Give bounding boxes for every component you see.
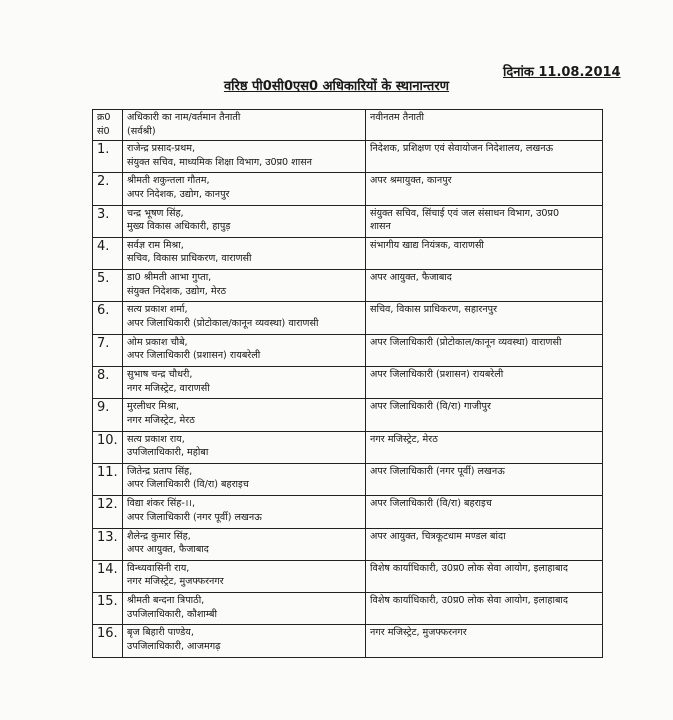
table-row — [93, 205, 603, 237]
new-posting-cell — [366, 237, 603, 269]
officer-cell — [123, 237, 366, 269]
new-posting-line1: अपर जिलाधिकारी (प्रोटोकाल/कानून व्यवस्था) वाराणसी — [370, 336, 562, 348]
new-posting-line1: निदेशक, प्रशिक्षण एवं सेवायोजन निदेशालय, लखनऊ — [370, 143, 554, 154]
new-posting-cell — [366, 399, 603, 431]
table-row — [93, 496, 603, 528]
table-row — [93, 431, 603, 463]
officer-cell — [123, 496, 366, 528]
serial-number-cell — [93, 270, 123, 302]
new-posting-cell — [366, 528, 603, 560]
serial-number-cell — [93, 173, 123, 205]
header-officer-name — [123, 110, 366, 141]
serial-number-cell — [93, 528, 123, 560]
new-posting-line1: अपर जिलाधिकारी (वि/रा) गाजीपुर — [370, 401, 491, 413]
new-posting-cell — [366, 173, 603, 205]
serial-number: 10. — [97, 432, 118, 448]
table-row — [93, 560, 603, 592]
header-serial-line1: क्र0 — [97, 112, 111, 123]
serial-number-cell — [93, 593, 123, 625]
table-row — [93, 625, 603, 657]
officer-cell — [123, 302, 366, 334]
new-posting-cell — [366, 141, 603, 173]
officer-name: सुभाष चन्द्र चौधरी, — [127, 369, 193, 381]
table-row — [93, 528, 603, 560]
new-posting-cell — [366, 302, 603, 334]
serial-number-cell — [93, 463, 123, 495]
header-serial-number — [93, 110, 123, 141]
serial-number: 2. — [97, 174, 110, 190]
officer-name: विन्ध्यवासिनी राय, — [127, 562, 190, 574]
serial-number: 5. — [97, 271, 110, 287]
officer-cell — [123, 431, 366, 463]
serial-number-cell — [93, 367, 123, 399]
new-posting-line1: विशेष कार्याधिकारी, उ0प्र0 लोक सेवा आयोग, इलाहाबाद — [370, 595, 569, 607]
officer-cell — [123, 205, 366, 237]
officer-cell — [123, 560, 366, 592]
officer-name: श्रीमती शकुन्तला गौतम, — [127, 175, 210, 187]
new-posting-cell — [366, 625, 603, 657]
officer-cell — [123, 270, 366, 302]
officer-cell — [123, 173, 366, 205]
new-posting-line1: अपर जिलाधिकारी (नगर पूर्वी) लखनऊ — [370, 465, 505, 477]
new-posting-cell — [366, 431, 603, 463]
new-posting-line1: विशेष कार्याधिकारी, उ0प्र0 लोक सेवा आयोग, इलाहाबाद — [370, 562, 569, 574]
new-posting-cell — [366, 593, 603, 625]
order-date: दिनांक 11.08.2014 — [503, 65, 621, 80]
table-row — [93, 302, 603, 334]
officer-cell — [123, 399, 366, 431]
current-posting: नगर मजिस्ट्रेट, मुजफ्फरनगर — [127, 576, 224, 588]
serial-number-cell — [93, 496, 123, 528]
serial-number: 12. — [97, 497, 118, 513]
new-posting-line1: अपर आयुक्त, चित्रकूटधाम मण्डल बांदा — [370, 530, 506, 542]
new-posting-line1: अपर श्रमायुक्त, कानपुर — [370, 175, 452, 187]
serial-number-cell — [93, 302, 123, 334]
officer-name: सर्वज्ञ राम मिश्रा, — [127, 239, 184, 251]
current-posting: अपर जिलाधिकारी (प्रोटोकाल/कानून व्यवस्था) वाराणसी — [127, 317, 319, 329]
officer-name: ओम प्रकाश चौबे, — [127, 336, 188, 348]
new-posting-line1: अपर जिलाधिकारी (प्रशासन) रायबरेली — [370, 369, 504, 381]
table-row — [93, 334, 603, 366]
officer-name: विद्या शंकर सिंह-।।, — [127, 498, 196, 510]
serial-number: 13. — [97, 529, 118, 545]
table-row — [93, 173, 603, 205]
officer-cell — [123, 625, 366, 657]
serial-number: 9. — [97, 400, 110, 416]
current-posting: अपर आयुक्त, फैजाबाद — [127, 544, 209, 556]
officer-cell — [123, 367, 366, 399]
new-posting-cell — [366, 463, 603, 495]
current-posting: उपजिलाधिकारी, महोबा — [127, 447, 209, 459]
serial-number: 3. — [97, 206, 110, 222]
officer-name: सत्य प्रकाश राय, — [127, 433, 185, 445]
new-posting-line1: अपर जिलाधिकारी (वि/रा) बहराइच — [370, 498, 492, 510]
table-header-row — [93, 110, 603, 141]
serial-number: 6. — [97, 303, 110, 319]
serial-number-cell — [93, 237, 123, 269]
serial-number-cell — [93, 625, 123, 657]
header-serial-line2: सं0 — [97, 125, 110, 137]
new-posting-cell — [366, 367, 603, 399]
serial-number: 16. — [97, 626, 118, 642]
officer-name: सत्य प्रकाश शर्मा, — [127, 304, 188, 316]
officer-name: डा0 श्रीमती आभा गुप्ता, — [127, 272, 212, 284]
officer-cell — [123, 141, 366, 173]
current-posting: नगर मजिस्ट्रेट, मेरठ — [127, 414, 195, 426]
serial-number: 14. — [97, 561, 118, 577]
new-posting-cell — [366, 496, 603, 528]
officer-name: चन्द्र भूषण सिंह, — [127, 207, 184, 219]
new-posting-cell — [366, 560, 603, 592]
officer-cell — [123, 463, 366, 495]
new-posting-line1: संयुक्त सचिव, सिंचाई एवं जल संसाधन विभाग, उ0प्र0 — [370, 207, 560, 219]
serial-number: 15. — [97, 594, 118, 610]
new-posting-line1: अपर आयुक्त, फैजाबाद — [370, 272, 452, 284]
current-posting: अपर जिलाधिकारी (प्रशासन) रायबरेली — [127, 350, 261, 362]
serial-number-cell — [93, 560, 123, 592]
new-posting-cell — [366, 205, 603, 237]
transfer-table — [92, 109, 603, 658]
officer-cell — [123, 334, 366, 366]
officer-name: राजेन्द्र प्रसाद-प्रथम, — [127, 143, 195, 154]
serial-number: 4. — [97, 238, 110, 254]
serial-number-cell — [93, 334, 123, 366]
serial-number: 11. — [97, 464, 118, 480]
current-posting: संयुक्त निदेशक, उद्योग, मेरठ — [127, 285, 227, 297]
officer-cell — [123, 528, 366, 560]
current-posting: मुख्य विकास अधिकारी, हापुड़ — [127, 221, 231, 233]
serial-number-cell — [93, 431, 123, 463]
document-title: वरिष्ठ पी0सी0एस0 अधिकारियों के स्थानान्तरण — [223, 79, 450, 94]
serial-number-cell — [93, 141, 123, 173]
officer-name: श्रीमती बन्दना त्रिपाठी, — [127, 595, 205, 607]
current-posting: अपर जिलाधिकारी (वि/रा) बहराइच — [127, 479, 249, 491]
header-new-posting — [366, 110, 603, 141]
serial-number: 8. — [97, 368, 110, 384]
current-posting: संयुक्त सचिव, माध्यमिक शिक्षा विभाग, उ0प्र0 शासन — [127, 156, 312, 168]
officer-name: शैलेन्द्र कुमार सिंह, — [127, 530, 191, 542]
new-posting-line1: नगर मजिस्ट्रेट, मेरठ — [370, 433, 438, 445]
table-row — [93, 399, 603, 431]
table-row — [93, 367, 603, 399]
current-posting: उपजिलाधिकारी, आजमगढ़ — [127, 640, 221, 652]
table-row — [93, 270, 603, 302]
new-posting-line1: नगर मजिस्ट्रेट, मुजफ्फरनगर — [370, 627, 467, 639]
officer-cell — [123, 593, 366, 625]
serial-number: 1. — [97, 142, 110, 157]
officer-name: मुरलीधर मिश्रा, — [127, 401, 180, 413]
current-posting: उपजिलाधिकारी, कौशाम्बी — [127, 608, 217, 620]
current-posting: अपर निदेशक, उद्योग, कानपुर — [127, 188, 230, 200]
table-row — [93, 463, 603, 495]
header-officer-line2: (सर्वश्री) — [127, 125, 156, 137]
header-officer-line1: अधिकारी का नाम/वर्तमान तैनाती — [127, 112, 241, 123]
officer-name: बृज बिहारी पाण्डेय, — [127, 627, 194, 639]
new-posting-cell — [366, 334, 603, 366]
current-posting: नगर मजिस्ट्रेट, वाराणसी — [127, 382, 210, 394]
header-new-posting-label: नवीनतम तैनाती — [370, 112, 424, 123]
table-row — [93, 237, 603, 269]
table-row — [93, 593, 603, 625]
serial-number-cell — [93, 205, 123, 237]
officer-name: जितेन्द्र प्रताप सिंह, — [127, 465, 193, 477]
new-posting-line1: सचिव, विकास प्राधिकरण, सहारनपुर — [370, 304, 498, 316]
new-posting-line1: संभागीय खाद्य नियंत्रक, वाराणसी — [370, 239, 484, 251]
current-posting: अपर जिलाधिकारी (नगर पूर्वी) लखनऊ — [127, 511, 262, 523]
serial-number-cell — [93, 399, 123, 431]
new-posting-line2: शासन — [370, 221, 391, 233]
new-posting-cell — [366, 270, 603, 302]
table-row — [93, 141, 603, 173]
serial-number: 7. — [97, 335, 110, 351]
current-posting: सचिव, विकास प्राधिकरण, वाराणसी — [127, 253, 252, 265]
